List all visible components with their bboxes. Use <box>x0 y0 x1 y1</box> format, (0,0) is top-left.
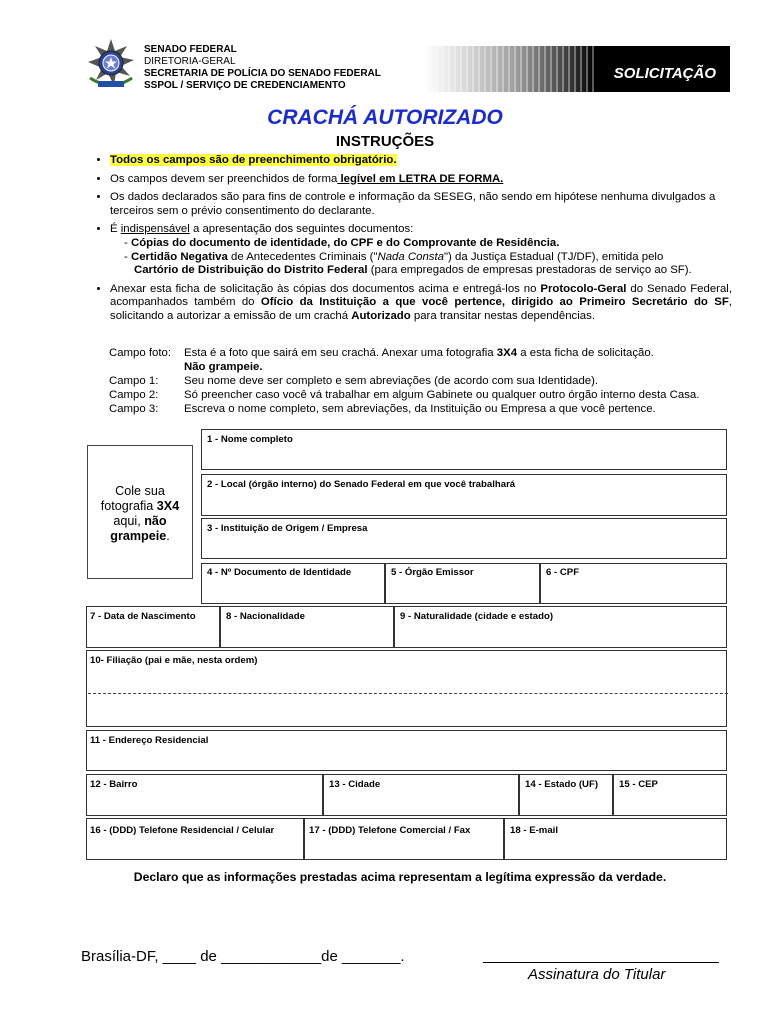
instructions-list <box>82 154 732 329</box>
coat-of-arms-seal <box>84 38 138 92</box>
field-label: 15 - CEP <box>619 779 658 790</box>
truth-declaration: Declaro que as informações prestadas acima representam a legítima expressão da verdade. <box>133 870 667 884</box>
header-line: DIRETORIA-GERAL <box>144 56 236 67</box>
institution-header <box>144 44 381 92</box>
field-label: 12 - Bairro <box>90 779 138 790</box>
header-line: SSPOL / SERVIÇO DE CREDENCIAMENTO <box>144 80 346 91</box>
photo-placeholder[interactable]: Cole sua fotografia 3X4 aqui, não grampeie. <box>87 445 193 579</box>
field-label: 17 - (DDD) Telefone Comercial / Fax <box>309 825 471 836</box>
header-line: SENADO FEDERAL <box>144 44 237 55</box>
divider-dashed <box>88 693 728 694</box>
instruction-item: • Os campos devem ser preenchidos de forma legível em LETRA DE FORMA. <box>110 173 732 187</box>
required-document: - Cópias do documento de identidade, do CPF e do Comprovante de Residência. <box>124 236 560 249</box>
field-explanation-photo: Campo foto: Esta é a foto que sairá em seu crachá. Anexar uma fotografia 3X4 a esta ficha de solicitação. Não grampeie. <box>109 347 654 373</box>
field-label: 18 - E-mail <box>510 825 558 836</box>
required-document: Cartório de Distribuição do Distrito Federal (para empregados de empresas prestadoras de serviço ao SF). <box>134 264 692 277</box>
field-label: 13 - Cidade <box>329 779 381 790</box>
signature-label: Assinatura do Titular <box>528 966 666 983</box>
instruction-item: • Os dados declarados são para fins de controle e informação da SESEG, não sendo em hipótese nenhuma divulgados a terceiros sem o prévio consentimento do declarante. <box>110 191 732 218</box>
field-label: 4 - Nº Documento de Identidade <box>207 567 352 578</box>
field-explanation-3: Campo 3: Escreva o nome completo, sem abreviações, da Instituição ou Empresa a que você pertence. <box>109 403 656 415</box>
field-label: 1 - Nome completo <box>207 434 293 445</box>
field-explanation-1: Campo 1: Seu nome deve ser completo e sem abreviações (de acordo com sua Identidade). <box>109 375 599 387</box>
request-ribbon <box>424 46 730 92</box>
field-label: 7 - Data de Nascimento <box>90 611 196 622</box>
request-badge: SOLICITAÇÃO <box>613 65 716 82</box>
field-label: 5 - Órgão Emissor <box>391 567 474 578</box>
field-label: 9 - Naturalidade (cidade e estado) <box>400 611 554 622</box>
field-label: 16 - (DDD) Telefone Residencial / Celular <box>90 825 275 836</box>
date-line[interactable]: Brasília-DF, ____ de ____________de _______. <box>81 948 405 965</box>
field-label: 14 - Estado (UF) <box>525 779 599 790</box>
field-label: 6 - CPF <box>546 567 580 578</box>
instruction-item: • Todos os campos são de preenchimento obrigatório. <box>110 154 732 168</box>
field-label: 11 - Endereço Residencial <box>90 735 209 746</box>
instructions-heading: INSTRUÇÕES <box>335 133 435 150</box>
field-label: 8 - Nacionalidade <box>226 611 305 622</box>
field-label: 2 - Local (órgão interno) do Senado Federal em que você trabalhará <box>207 479 516 490</box>
signature-line[interactable] <box>483 962 719 963</box>
field-explanation-2: Campo 2: Só preencher caso você vá trabalhar em algum Gabinete ou qualquer outro órgão interno desta Casa. <box>109 389 700 401</box>
instruction-item: • É indispensável a apresentação dos seguintes documentos: - Cópias do documento de identidade, do CPF e do Comprovante de Residência. - Certidão Negativa de Antecedentes Criminais ("Nada Consta") da Justiça Estadual (TJ/DF), emitida pelo Cartório de Distribuição do Distrito Federal (para empregados de empresas prestadoras de serviço ao SF). <box>110 223 732 277</box>
required-document: - Certidão Negativa de Antecedentes Criminais ("Nada Consta") da Justiça Estadual (TJ/DF), emitida pelo <box>124 250 664 263</box>
field-label: 10- Filiação (pai e mãe, nesta ordem) <box>90 655 258 666</box>
header-line: SECRETARIA DE POLÍCIA DO SENADO FEDERAL <box>144 68 381 79</box>
field-label: 3 - Instituição de Origem / Empresa <box>207 523 368 534</box>
form-title: CRACHÁ AUTORIZADO <box>267 106 503 129</box>
field-explanations <box>109 346 749 416</box>
instruction-item: • Anexar esta ficha de solicitação às cópias dos documentos acima e entregá-los no Protocolo-Geral do Senado Federal, acompanhados também do Ofício da Instituição a que você pertence, dirigido ao Primeiro Secretário do SF, solicitando a autorizar a emissão de um crachá Autorizado para transitar nestas dependências. <box>110 283 732 324</box>
